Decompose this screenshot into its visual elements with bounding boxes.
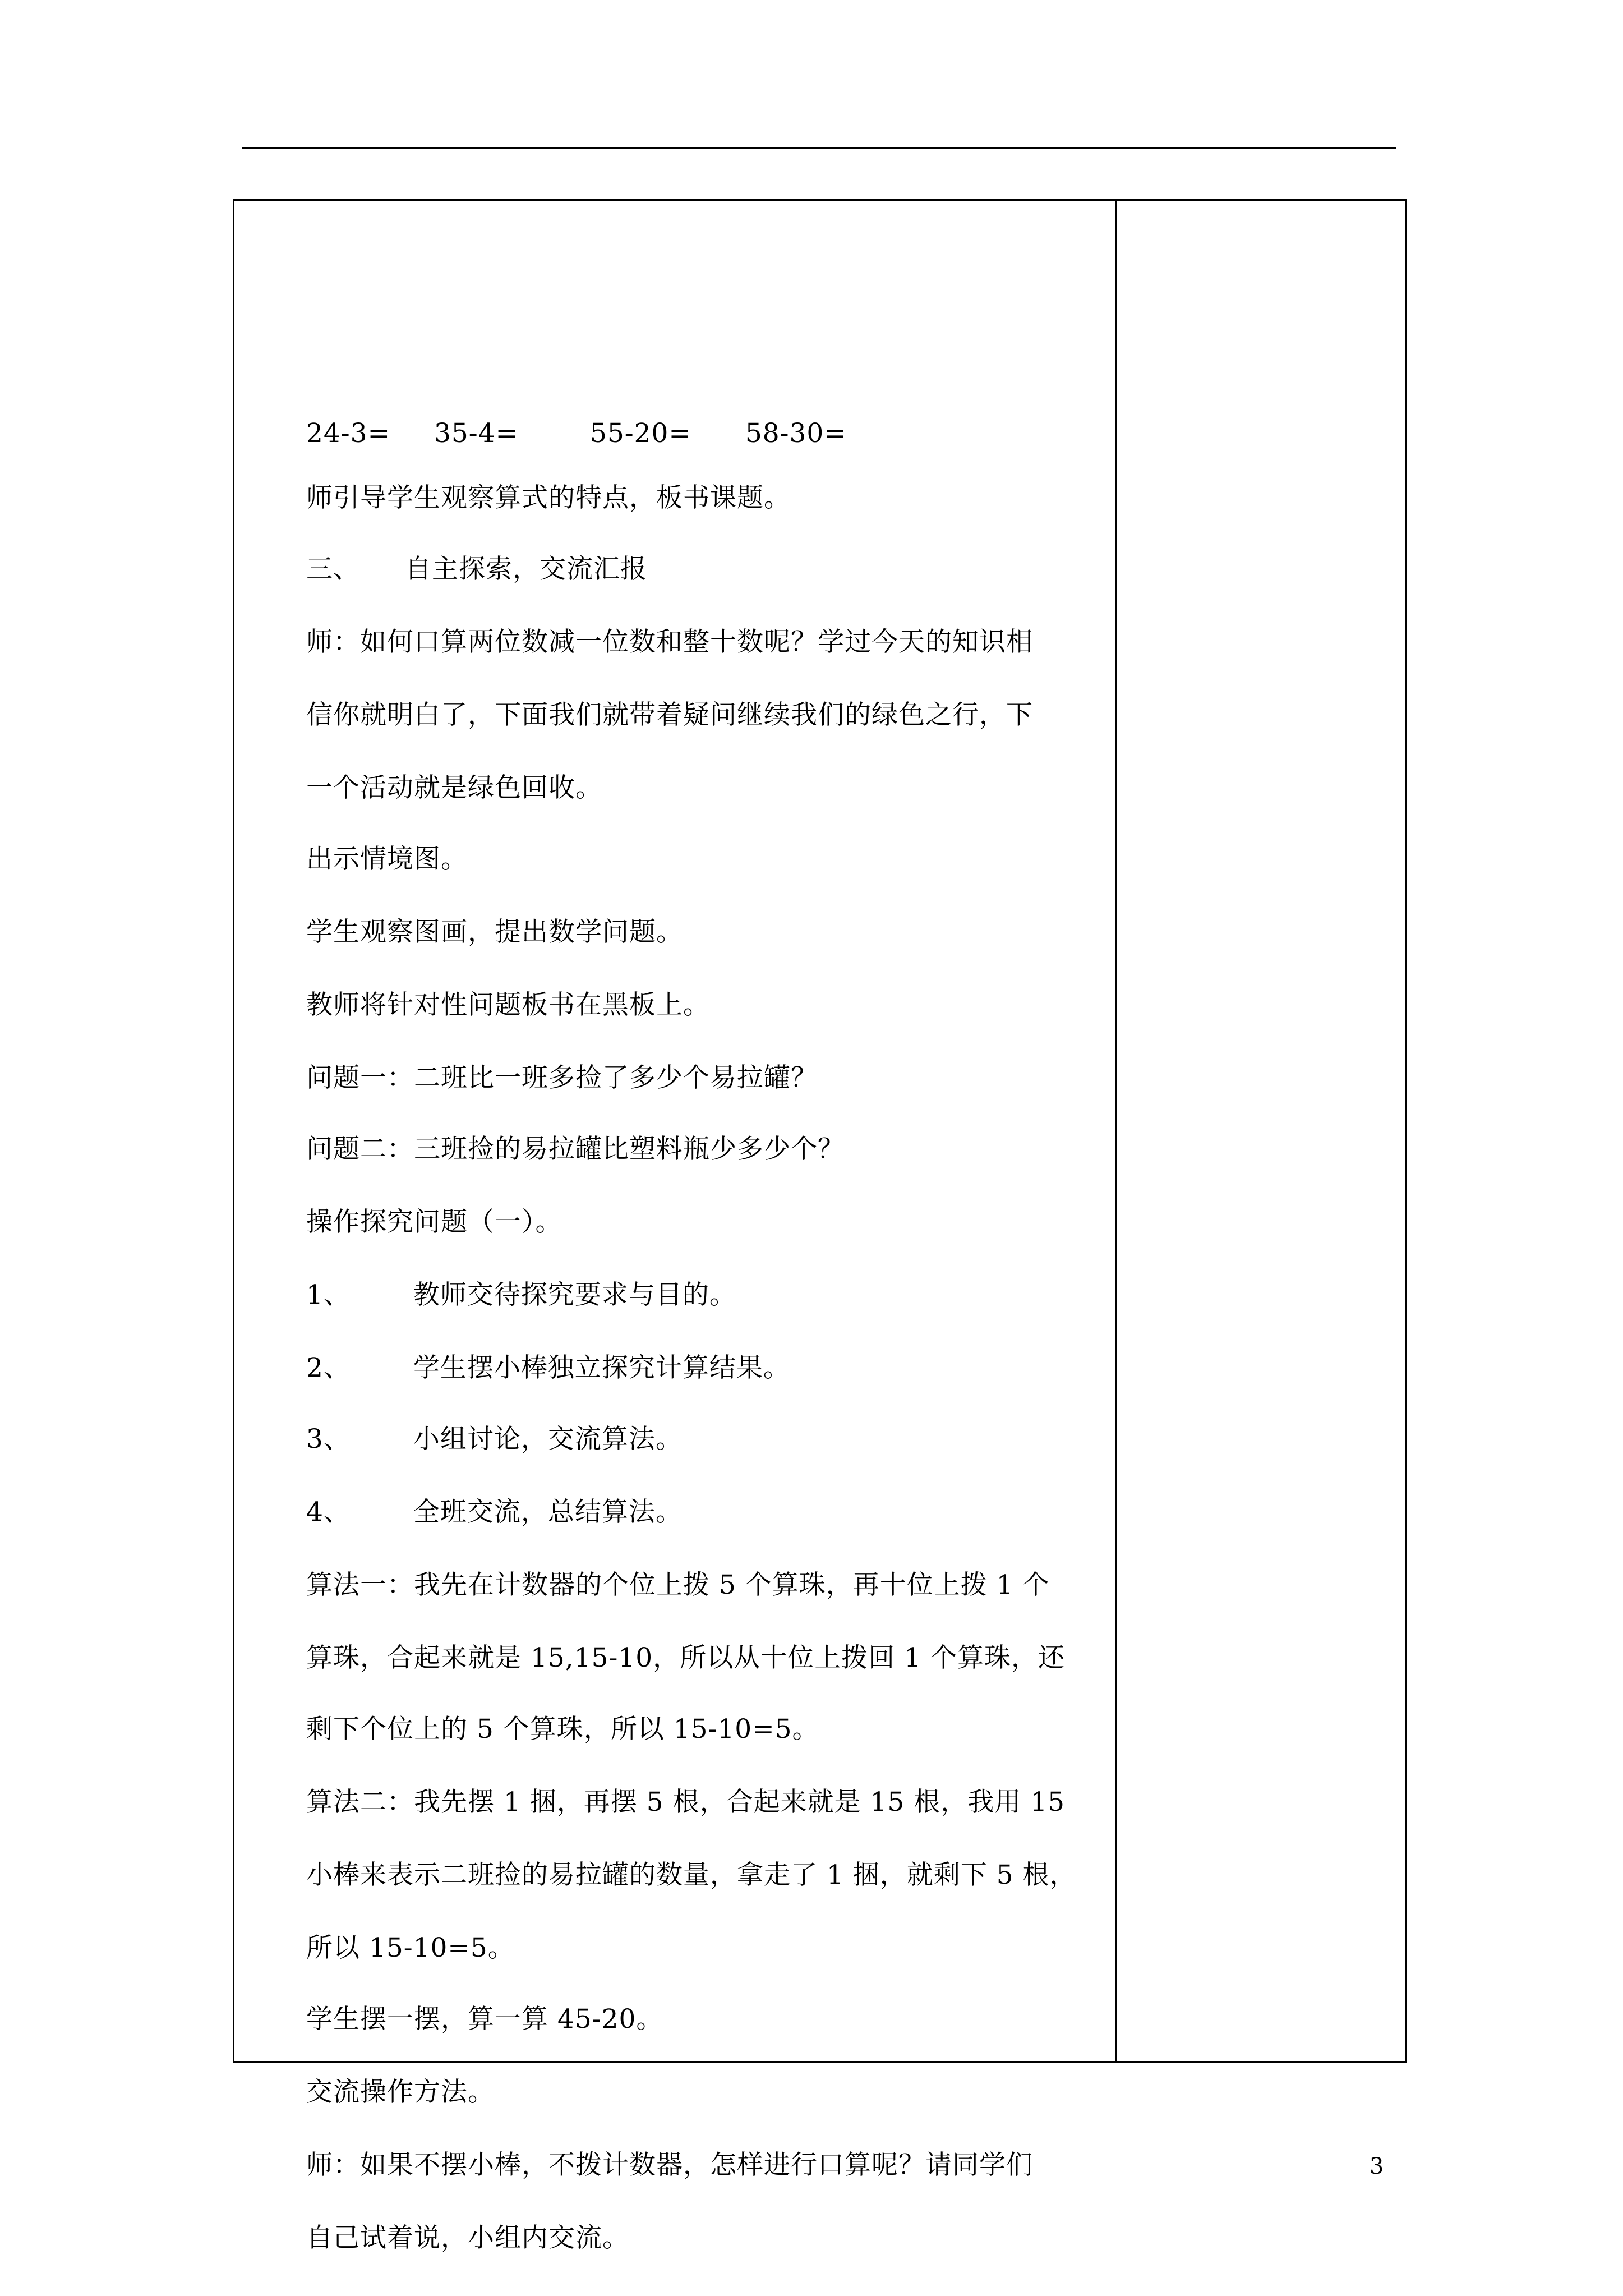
- equation: 24-3=: [306, 418, 390, 449]
- section-title: 自主探索，交流汇报: [405, 554, 647, 585]
- text-line: 所以 15-10=5。: [306, 1932, 515, 1963]
- list-item: [306, 1278, 736, 1312]
- question-line: 问题一：二班比一班多捡了多少个易拉罐？: [306, 1062, 818, 1093]
- list-item: [306, 1423, 683, 1456]
- page-number: 3: [1370, 2154, 1384, 2179]
- list-item: [306, 1351, 790, 1385]
- list-number: 3、: [306, 1424, 351, 1455]
- text-line: 出示情境图。: [306, 844, 468, 875]
- text-line: 剩下个位上的 5 个算珠，所以 15-10=5。: [306, 1714, 819, 1745]
- list-text: 教师交待探究要求与目的。: [413, 1280, 736, 1310]
- text-line: 操作探究问题（一）。: [306, 1207, 562, 1237]
- list-text: 学生摆小棒独立探究计算结果。: [413, 1352, 790, 1383]
- text-line: 学生观察图画，提出数学问题。: [306, 917, 683, 947]
- section-heading: [306, 553, 647, 586]
- text-line: 算珠，合起来就是 15,15-10，所以从十位上拨回 1 个算珠，还: [306, 1642, 1065, 1673]
- text-line: 一个活动就是绿色回收。: [306, 772, 602, 803]
- notes-cell: [1117, 201, 1405, 2061]
- section-number: 三、: [306, 554, 360, 585]
- text-line: 学生摆一摆，算一算 45-20。: [306, 2004, 663, 2035]
- text-line: 算法一：我先在计数器的个位上拨 5 个算珠，再十位上拨 1 个: [306, 1570, 1050, 1600]
- equation: 55-20=: [589, 418, 691, 449]
- equation: 58-30=: [745, 418, 847, 449]
- text-line: 信你就明白了，下面我们就带着疑问继续我们的绿色之行，下: [306, 700, 1033, 730]
- text-line: 算法二：我先摆 1 捆，再摆 5 根，合起来就是 15 根，我用 15: [306, 1787, 1065, 1818]
- text-line: 师：如何口算两位数减一位数和整十数呢？学过今天的知识相: [306, 627, 1033, 657]
- list-text: 全班交流，总结算法。: [413, 1497, 683, 1527]
- question-line: 问题二：三班捡的易拉罐比塑料瓶少多少个？: [306, 1134, 845, 1165]
- list-number: 4、: [306, 1497, 351, 1527]
- list-item: [306, 1496, 683, 1529]
- text-line: 小棒来表示二班捡的易拉罐的数量，拿走了 1 捆，就剩下 5 根，: [306, 1860, 1077, 1890]
- header-rule: [242, 147, 1396, 149]
- text-line: 师：如果不摆小棒，不拨计数器，怎样进行口算呢？请同学们: [306, 2150, 1033, 2180]
- equation-row: [306, 417, 847, 450]
- lesson-content-cell: [234, 201, 1115, 2253]
- lesson-table: [233, 199, 1407, 2253]
- list-number: 2、: [306, 1352, 351, 1383]
- text-line: 师引导学生观察算式的特点，板书课题。: [306, 482, 791, 513]
- list-number: 1、: [306, 1280, 351, 1310]
- text-line: 交流操作方法。: [306, 2077, 495, 2108]
- text-line: 教师将针对性问题板书在黑板上。: [306, 990, 710, 1020]
- equation: 35-4=: [434, 418, 518, 449]
- list-text: 小组讨论，交流算法。: [413, 1424, 683, 1455]
- text-line: 自己试着说，小组内交流。: [306, 2223, 629, 2253]
